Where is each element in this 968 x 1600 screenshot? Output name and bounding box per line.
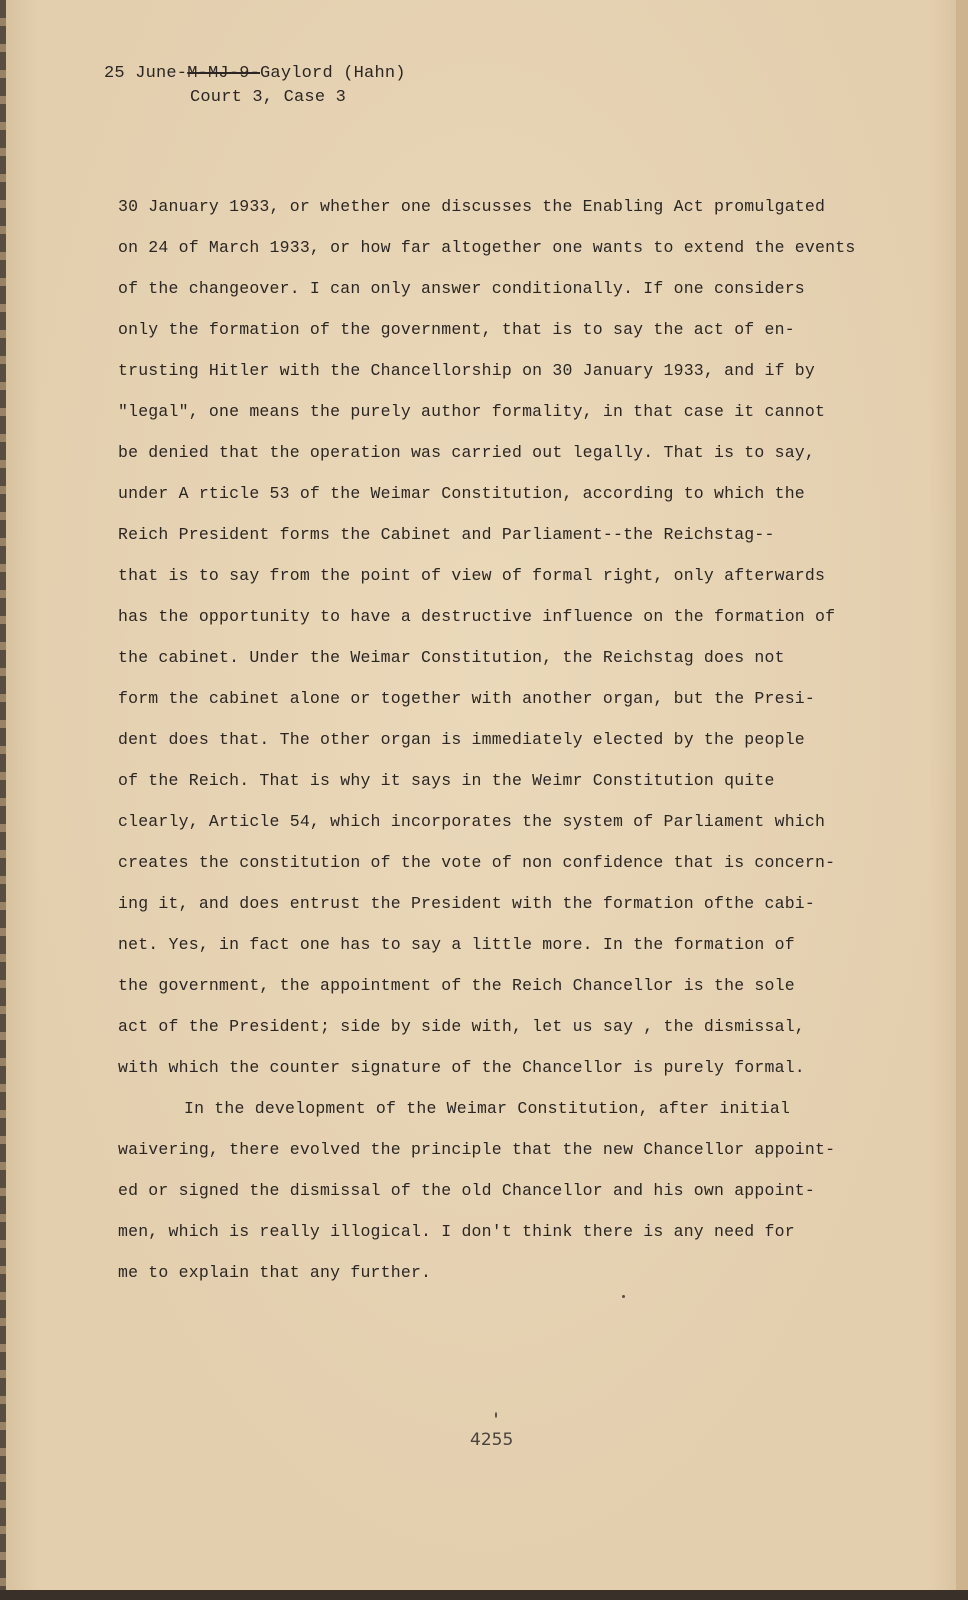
transcript-line: with which the counter signature of the Chancellor is purely formal. bbox=[118, 1058, 805, 1077]
transcript-line: of the Reich. That is why it says in the Weimr Constitution quite bbox=[118, 771, 775, 790]
transcript-line: of the changeover. I can only answer conditionally. If one considers bbox=[118, 279, 805, 298]
transcript-line: the cabinet. Under the Weimar Constitution, the Reichstag does not bbox=[118, 648, 785, 667]
ink-speck bbox=[622, 1295, 625, 1298]
transcript-line: waivering, there evolved the principle that the new Chancellor appoint- bbox=[118, 1140, 836, 1159]
transcript-line: clearly, Article 54, which incorporates the system of Parliament which bbox=[118, 812, 826, 831]
header-reporter: Gaylord (Hahn) bbox=[260, 64, 406, 83]
transcript-line: form the cabinet alone or together with another organ, but the Presi- bbox=[118, 689, 816, 708]
header-date-prefix: 25 June- bbox=[104, 64, 188, 83]
header-line-court: Court 3, Case 3 bbox=[190, 88, 347, 107]
transcript-line: 30 January 1933, or whether one discusses the Enabling Act promulgated bbox=[118, 197, 826, 216]
transcript-line: be denied that the operation was carried out legally. That is to say, bbox=[118, 443, 816, 462]
transcript-line: the government, the appointment of the Reich Chancellor is the sole bbox=[118, 976, 795, 995]
ink-speck bbox=[495, 1412, 497, 1418]
transcript-line: ing it, and does entrust the President with the formation ofthe cabi- bbox=[118, 894, 816, 913]
transcript-line: Reich President forms the Cabinet and Parliament--the Reichstag-- bbox=[118, 525, 775, 544]
header-struck-code: M-MJ-9- bbox=[187, 64, 261, 83]
transcript-line: ed or signed the dismissal of the old Chancellor and his own appoint- bbox=[118, 1181, 816, 1200]
transcript-body bbox=[118, 186, 858, 1293]
transcript-line: under A rticle 53 of the Weimar Constitution, according to which the bbox=[118, 484, 805, 503]
transcript-line: creates the constitution of the vote of non confidence that is concern- bbox=[118, 853, 836, 872]
transcript-line: act of the President; side by side with, let us say , the dismissal, bbox=[118, 1017, 805, 1036]
transcript-line: trusting Hitler with the Chancellorship on 30 January 1933, and if by bbox=[118, 361, 816, 380]
transcript-line: net. Yes, in fact one has to say a little more. In the formation of bbox=[118, 935, 795, 954]
transcript-line: men, which is really illogical. I don't think there is any need for bbox=[118, 1222, 795, 1241]
transcript-line: that is to say from the point of view of formal right, only afterwards bbox=[118, 566, 826, 585]
transcript-line: only the formation of the government, that is to say the act of en- bbox=[118, 320, 795, 339]
transcript-line: In the development of the Weimar Constitution, after initial bbox=[184, 1099, 791, 1118]
page-edge-right bbox=[956, 0, 968, 1600]
transcript-line: "legal", one means the purely author formality, in that case it cannot bbox=[118, 402, 826, 421]
transcript-line: on 24 of March 1933, or how far altogether one wants to extend the events bbox=[118, 238, 856, 257]
binding-edge bbox=[0, 0, 6, 1600]
page-number: 4255 bbox=[470, 1430, 514, 1450]
transcript-line: has the opportunity to have a destructive influence on the formation of bbox=[118, 607, 836, 626]
transcript-line: me to explain that any further. bbox=[118, 1263, 432, 1282]
page-edge-bottom bbox=[0, 1590, 968, 1600]
transcript-line: dent does that. The other organ is immediately elected by the people bbox=[118, 730, 805, 749]
document-header bbox=[104, 62, 406, 110]
header-line-date bbox=[104, 62, 406, 86]
